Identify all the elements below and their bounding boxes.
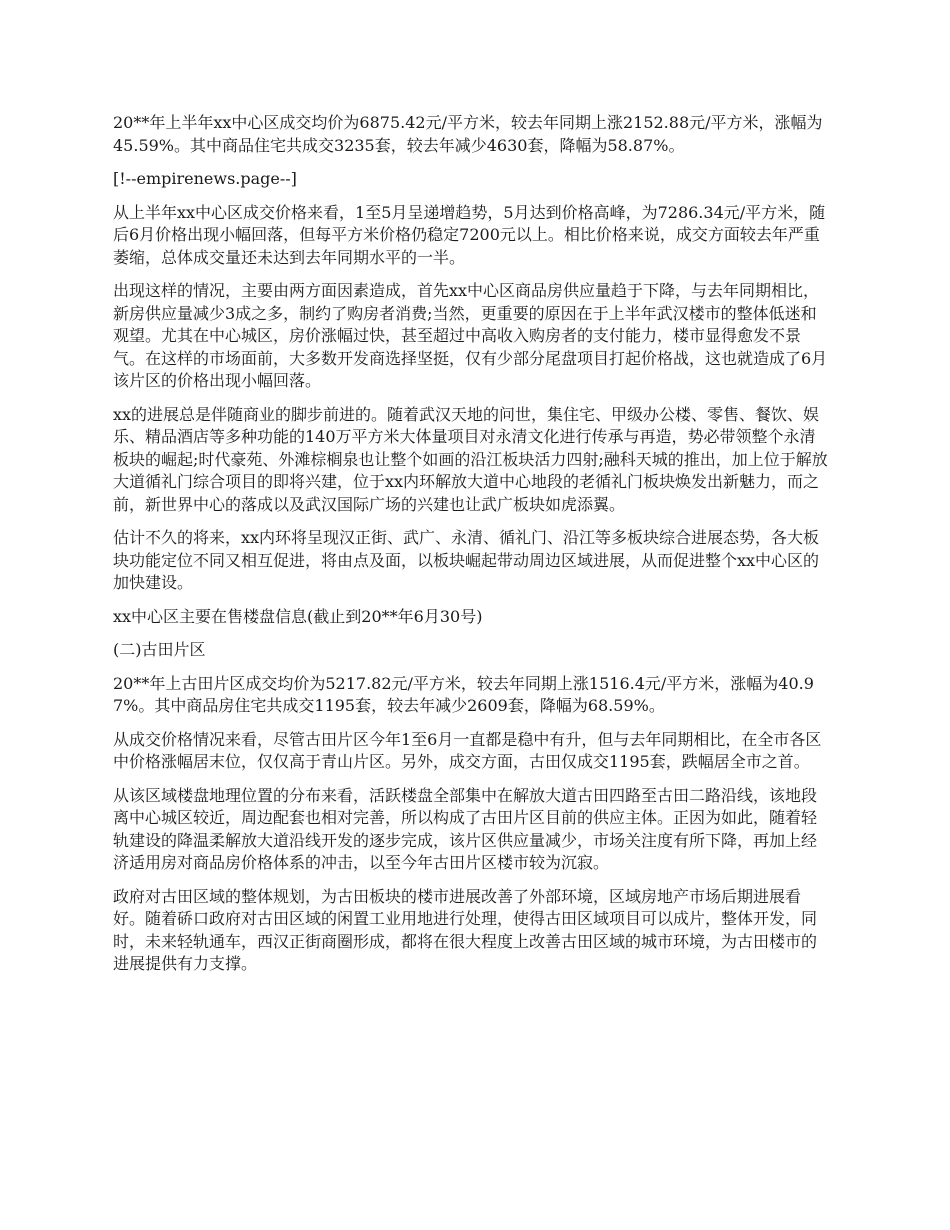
paragraph-2: 从上半年xx中心区成交价格来看，1至5月呈递增趋势，5月达到价格高峰，为7286.34元/平方米，随后6月价格出现小幅回落，但每平方米价格仍稳定7200元以上。相比价格来说，成交方面较去年严重萎缩，总体成交量还未达到去年同期水平的一半。 [113, 202, 826, 267]
document-body [113, 112, 830, 987]
paragraph-6: xx中心区主要在售楼盘信息(截止到20**年6月30号) [113, 606, 483, 626]
paragraph-8: 从成交价格情况来看，尽管古田片区今年1至6月一直都是稳中有升，但与去年同期相比，在全市各区中价格涨幅居末位，仅仅高于青山片区。另外，成交方面，古田仅成交1195套，跌幅居全市之首。 [113, 729, 822, 771]
section-heading-gutian: (二)古田片区 [113, 640, 206, 659]
paragraph-1: 20**年上半年xx中心区成交均价为6875.42元/平方米，较去年同期上涨2152.88元/平方米，涨幅为45.59%。其中商品住宅共成交3235套，较去年减少4630套，降幅为58.87%。 [113, 113, 823, 155]
paragraph-4: xx的进展总是伴随商业的脚步前进的。随着武汉天地的问世，集住宅、甲级办公楼、零售、餐饮、娱乐、精品酒店等多种功能的140万平方米大体量项目对永清文化进行传承与再造，势必带领整个永清板块的崛起;时代豪苑、外滩棕榈泉也让整个如画的沿江板块活力四射;融科天城的推出，加上位于解放大道循礼门综合项目的即将兴建，位于xx内环解放大道中心地段的老循礼门板块焕发出新魅力，而之前，新世界中心的落成以及武汉国际广场的兴建也让武广板块如虎添翼。 [113, 404, 828, 514]
page-break-marker: [!--empirenews.page--] [113, 169, 297, 188]
paragraph-9: 从该区域楼盘地理位置的分布来看，活跃楼盘全部集中在解放大道古田四路至古田二路沿线，该地段离中心城区较近，周边配套也相对完善，所以构成了古田片区目前的供应主体。正因为如此，随着轻轨建设的降温柔解放大道沿线开发的逐步完成，该片区供应量减少，市场关注度有所下降，再加上经济适用房对商品房价格体系的冲击，以至今年古田片区楼市较为沉寂。 [113, 785, 818, 872]
paragraph-10: 政府对古田区域的整体规划，为古田板块的楼市进展改善了外部环境，区域房地产市场后期进展看好。随着硚口政府对古田区域的闲置工业用地进行处理，使得古田区域项目可以成片，整体开发，同时，未来轻轨通车，西汉正街商圈形成，都将在很大程度上改善古田区域的城市环境，为古田楼市的进展提供有力支撑。 [113, 886, 818, 973]
paragraph-3: 出现这样的情况，主要由两方面因素造成，首先xx中心区商品房供应量趋于下降，与去年同期相比，新房供应量减少3成之多，制约了购房者消费;当然，更重要的原因在于上半年武汉楼市的整体低迷和观望。尤其在中心城区，房价涨幅过快，甚至超过中高收入购房者的支付能力，楼市显得愈发不景气。在这样的市场面前，大多数开发商选择坚挺，仅有少部分尾盘项目打起价格战，这也就造成了6月该片区的价格出现小幅回落。 [113, 281, 828, 390]
paragraph-5: 估计不久的将来，xx内环将呈现汉正街、武广、永清、循礼门、沿江等多板块综合进展态势，各大板块功能定位不同又相互促进，将由点及面，以板块崛起带动周边区域进展，从而促进整个xx中心区的加快建设。 [113, 528, 820, 592]
paragraph-7: 20**年上古田片区成交均价为5217.82元/平方米，较去年同期上涨1516.4元/平方米，涨幅为40.97%。其中商品房住宅共成交1195套，较去年减少2609套，降幅为68.59%。 [113, 673, 814, 715]
